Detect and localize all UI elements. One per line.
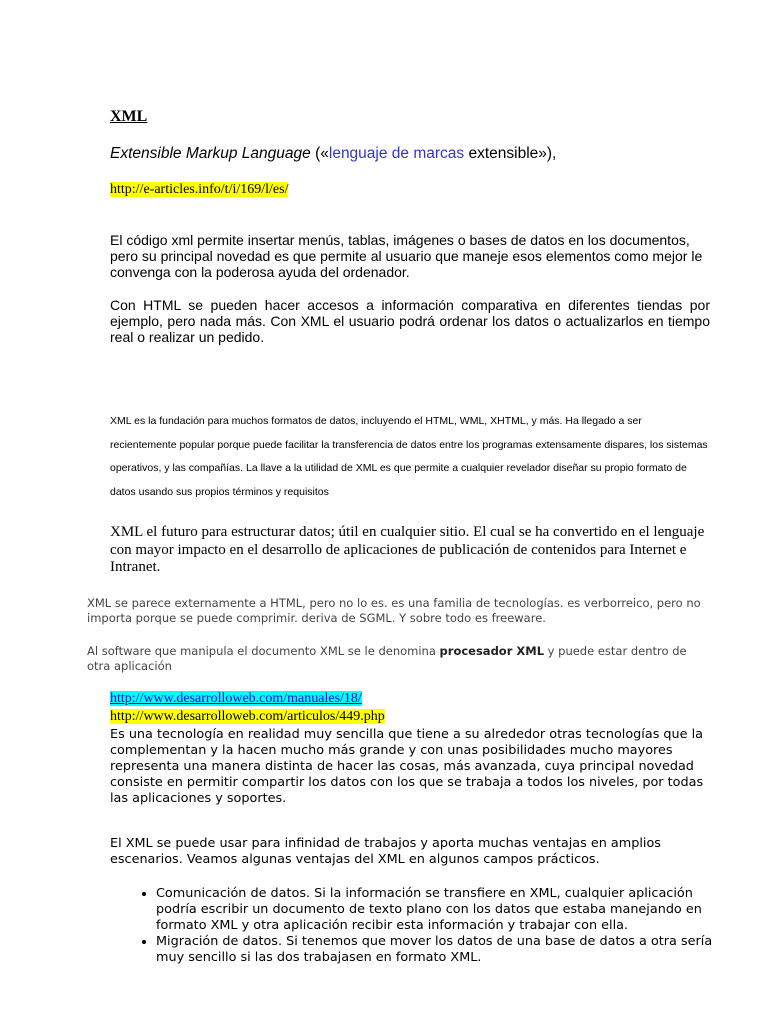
subtitle-link[interactable]: lenguaje de marcas: [328, 145, 465, 162]
paragraph-7: Es una tecnología en realidad muy sencilla que tiene a su alrededor otras tecnologías que la complementan y la hacen mucho más grande y con unas posibilidades mucho mayores representa una manera distinta de hacer las cosas, más avanzada, cuya principal novedad consiste en permitir compartir los datos con los que se trabaja a todos los niveles, por todas las aplicaciones y soportes.: [110, 727, 704, 806]
bullet-item: • Comunicación de datos. Si la información se transfiere en XML, cualquier aplicación podría escribir un documento de texto plano con los datos que estaba manejando en formato XML y otra aplicación recibir esta información y trabajar con ella.: [156, 886, 720, 934]
paragraph-6-bold: procesador XML: [439, 644, 545, 658]
source-link-block: [110, 182, 288, 198]
subtitle-post: extensible»),: [464, 145, 557, 162]
bullet-item: • Migración de datos. Si tenemos que mover los datos de una base de datos a otra sería muy sencillo si las dos trabajasen en formato XML.: [156, 934, 720, 966]
paragraph-6: [87, 644, 712, 674]
paragraph-1: El código xml permite insertar menús, tablas, imágenes o bases de datos en los documentos, pero su principal novedad es que permite al usuario que maneje esos elementos como mejor le convenga con la poderosa ayuda del ordenador.: [110, 232, 703, 280]
page-title: XML: [110, 108, 148, 125]
paragraph-8: El XML se puede usar para infinidad de trabajos y aporta muchas ventajas en amplios escenarios. Veamos algunas ventajas del XML en algunos campos prácticos.: [110, 836, 661, 867]
bullet-list: [130, 886, 720, 966]
paragraph-6-post: y puede estar dentro de otra aplicación: [87, 644, 687, 673]
source-link[interactable]: http://e-articles.info/t/i/169/l/es/: [110, 182, 289, 197]
paragraph-5: XML se parece externamente a HTML, pero no lo es. es una familia de tecnologías. es verborreico, pero no importa porque se puede comprimir. deriva de SGML. Y sobre todo es freeware.: [87, 596, 701, 625]
paragraph-6-pre: Al software que manipula el documento XML se le denomina: [87, 644, 440, 658]
subtitle-pre: («: [310, 145, 329, 162]
reference-link-1[interactable]: http://www.desarrolloweb.com/manuales/18/: [110, 691, 362, 706]
paragraph-2: Con HTML se pueden hacer accesos a información comparativa en diferentes tiendas por ejemplo, pero nada más. Con XML el usuario podrá ordenar los datos o actualizarlos en tiempo real o realizar un pedido.: [110, 297, 710, 345]
reference-links: [110, 690, 385, 726]
paragraph-3: XML es la fundación para muchos formatos de datos, incluyendo el HTML, WML, XHTML, y más. Ha llegado a ser recientemente popular porque puede facilitar la transferencia de datos entre los programas extensamente dispares, los sistemas operativos, y las compañías. La llave a la utilidad de XML es que permite a cualquier revelador diseñar su propio formato de datos usando sus propios términos y requisitos: [110, 415, 708, 498]
paragraph-4: XML el futuro para estructurar datos; útil en cualquier sitio. El cual se ha convertido en el lenguaje con mayor impacto en el desarrollo de aplicaciones de publicación de contenidos para Internet e Intranet.: [110, 524, 705, 575]
reference-link-2[interactable]: http://www.desarrolloweb.com/articulos/449.php: [110, 709, 385, 724]
subtitle: [110, 145, 556, 163]
subtitle-italic: Extensible Markup Language: [110, 145, 311, 162]
